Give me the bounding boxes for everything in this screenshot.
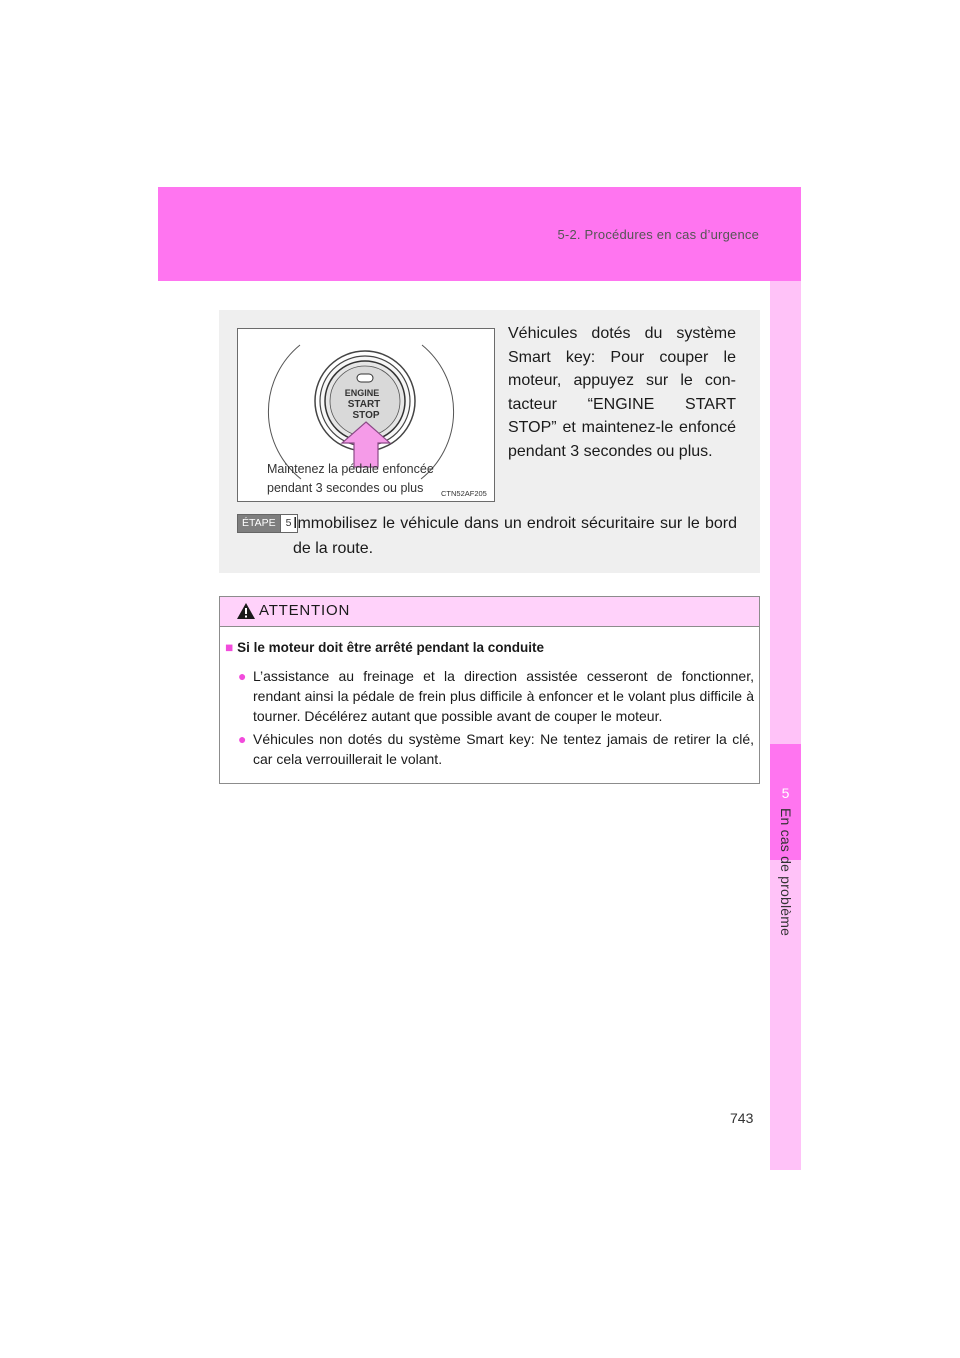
warning-triangle-icon bbox=[236, 602, 256, 620]
header-band bbox=[158, 187, 801, 281]
step-text: Immobilisez le véhicule dans un endroit sécuritaire sur le bord de la route. bbox=[293, 515, 737, 557]
page-number: 743 bbox=[730, 1110, 754, 1126]
circle-bullet-icon: ● bbox=[238, 668, 247, 684]
section-title: 5-2. Procédures en cas d’urgence bbox=[557, 227, 759, 242]
attention-bullet bbox=[238, 666, 754, 726]
step-label: ÉTAPE bbox=[238, 515, 280, 532]
button-label-engine: ENGINE bbox=[344, 388, 380, 398]
button-label-stop: STOP bbox=[352, 410, 380, 421]
caption-line-2: pendant 3 secondes ou plus bbox=[267, 481, 424, 495]
attention-bullet-text: L’assistance au freinage et la direction assistée cesseront de fonctionner, rendant ainsi la pédale de frein plus difficile à enfoncer et le volant plus difficile à tourner. Décélérez autant que possible avant de couper le moteur. bbox=[253, 668, 754, 724]
attention-heading bbox=[225, 640, 544, 655]
chapter-label: En cas de problème bbox=[778, 808, 794, 937]
caption-line-1: Maintenez la pédale enfoncée bbox=[267, 462, 434, 476]
attention-bullet-text: Véhicules non dotés du système Smart key: Ne tentez jamais de retirer la clé, car cela verrouillerait le volant. bbox=[253, 731, 754, 767]
attention-bullet bbox=[238, 729, 754, 769]
attention-header bbox=[220, 597, 759, 627]
step-badge bbox=[237, 514, 298, 533]
chapter-number: 5 bbox=[781, 785, 790, 801]
attention-title: ATTENTION bbox=[259, 602, 351, 619]
attention-heading-text: Si le moteur doit être arrêté pendant la conduite bbox=[237, 640, 544, 655]
square-bullet-icon: ■ bbox=[225, 640, 234, 655]
button-label-start: START bbox=[347, 399, 381, 410]
step-number: 5 bbox=[280, 515, 297, 532]
side-tab bbox=[770, 281, 801, 1170]
attention-box bbox=[219, 596, 760, 784]
procedure-description: Véhicules dotés du système Smart key: Pour couper le moteur, appuyez sur le contacteur “ENGINE START STOP” et maintenez-le enfoncé pendant 3 secondes ou plus. bbox=[508, 325, 736, 460]
figure-code: CTN52AF205 bbox=[441, 489, 487, 498]
figure-caption bbox=[267, 460, 434, 498]
circle-bullet-icon: ● bbox=[238, 731, 247, 747]
engine-button-illustration bbox=[237, 328, 495, 502]
